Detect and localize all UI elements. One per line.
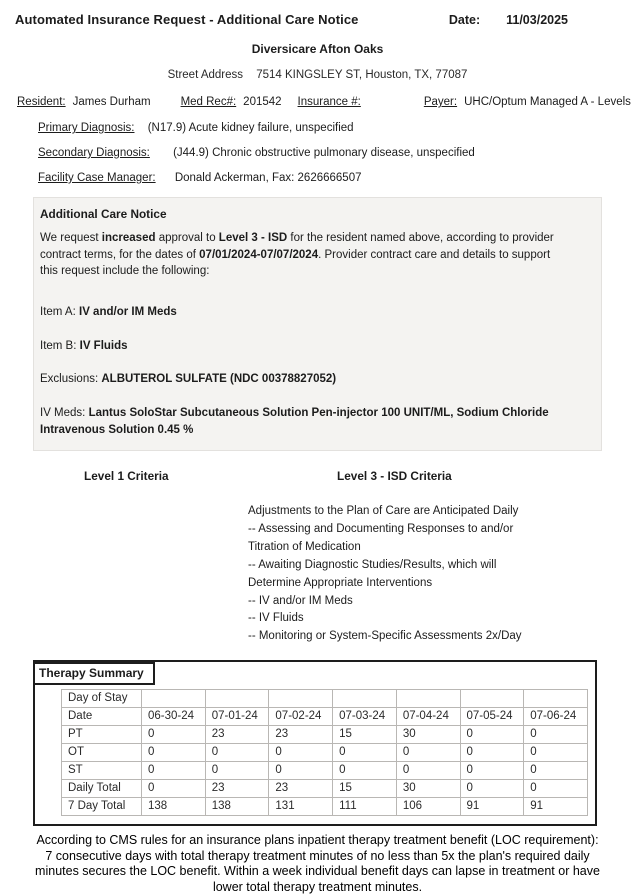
table-cell <box>205 689 269 707</box>
item-b-line <box>40 338 591 355</box>
row-label: 7 Day Total <box>62 797 142 815</box>
criteria-item: Adjustments to the Plan of Care are Anticipated Daily <box>248 505 519 518</box>
footer-line: 7 consecutive days with total therapy treatment minutes of no less than 5x the plan's required daily <box>45 848 590 863</box>
med-rec-value: 201542 <box>243 96 282 108</box>
street-address-label: Street Address <box>167 69 244 81</box>
case-manager-label: Facility Case Manager: <box>38 172 156 184</box>
table-cell: 07-02-24 <box>269 707 333 725</box>
item-a-line <box>40 304 591 321</box>
table-row <box>62 725 588 743</box>
footer-line: lower total therapy treatment minutes. <box>212 880 423 895</box>
table-cell: 0 <box>460 779 524 797</box>
table-cell: 30 <box>396 725 460 743</box>
table-cell: 06-30-24 <box>142 707 206 725</box>
table-row <box>62 779 588 797</box>
table-cell: 0 <box>524 761 588 779</box>
date-label: Date: <box>448 13 481 27</box>
table-cell: 0 <box>142 779 206 797</box>
table-cell: 0 <box>142 743 206 761</box>
payer-field <box>424 96 631 108</box>
item-b-label: Item B: <box>40 339 80 352</box>
notice-text: We request <box>40 232 102 245</box>
payer-label: Payer: <box>423 96 458 108</box>
med-rec-label: Med Rec#: <box>180 96 237 108</box>
therapy-summary-title: Therapy Summary <box>33 662 155 685</box>
level3-criteria-list <box>248 503 548 646</box>
table-cell <box>460 689 524 707</box>
table-cell: 91 <box>524 797 588 815</box>
street-address-value: 7514 KINGSLEY ST, Houston, TX, 77087 <box>256 69 468 81</box>
primary-diagnosis-line <box>38 122 635 134</box>
secondary-diagnosis-value: (J44.9) Chronic obstructive pulmonary disease, unspecified <box>173 147 475 159</box>
table-cell: 07-05-24 <box>460 707 524 725</box>
notice-bold-level: Level 3 - ISD <box>218 232 288 245</box>
table-cell <box>269 689 333 707</box>
iv-meds-label: IV Meds: <box>40 407 89 420</box>
resident-value: James Durham <box>72 96 151 108</box>
document-header <box>0 8 635 27</box>
table-cell: 0 <box>205 743 269 761</box>
table-cell: 0 <box>524 779 588 797</box>
table-row <box>62 689 588 707</box>
table-cell: 0 <box>142 761 206 779</box>
table-cell: 0 <box>396 761 460 779</box>
notice-bold-dates: 07/01/2024-07/07/2024 <box>199 248 319 261</box>
primary-diagnosis-label: Primary Diagnosis: <box>38 122 135 134</box>
diagnosis-block <box>38 122 635 184</box>
row-label: Date <box>62 707 142 725</box>
table-cell: 0 <box>460 761 524 779</box>
table-row <box>62 707 588 725</box>
criteria-item: -- IV Fluids <box>248 612 304 625</box>
notice-text: . Provider contract care and details to support this request include the following: <box>40 248 551 278</box>
table-cell: 07-06-24 <box>524 707 588 725</box>
table-row <box>62 761 588 779</box>
secondary-diagnosis-line <box>38 147 635 159</box>
therapy-summary-table <box>61 689 588 816</box>
table-cell: 0 <box>333 761 397 779</box>
resident-field <box>17 96 151 108</box>
item-b-value: IV Fluids <box>79 339 128 352</box>
table-cell: 07-01-24 <box>205 707 269 725</box>
table-cell <box>396 689 460 707</box>
med-rec-field <box>181 96 282 108</box>
criteria-item: -- Assessing and Documenting Responses to and/or Titration of Medication <box>248 523 514 554</box>
table-cell <box>524 689 588 707</box>
table-cell: 0 <box>460 725 524 743</box>
criteria-section <box>0 469 635 646</box>
criteria-item: -- IV and/or IM Meds <box>248 594 353 607</box>
insurance-label: Insurance #: <box>297 96 361 108</box>
item-a-label: Item A: <box>40 306 79 319</box>
footer-line: According to CMS rules for an insurance plans inpatient therapy treatment benefit (LOC requirement): <box>36 832 599 847</box>
page-title: Automated Insurance Request - Additional Care Notice <box>15 12 359 27</box>
table-cell: 23 <box>205 779 269 797</box>
date-block <box>449 13 568 27</box>
row-label: ST <box>62 761 142 779</box>
table-cell: 111 <box>333 797 397 815</box>
table-cell <box>142 689 206 707</box>
level3-criteria-column <box>248 469 578 646</box>
table-cell: 106 <box>396 797 460 815</box>
notice-text: for the resident named above, according to provider contract terms, for the dates of <box>40 232 554 261</box>
table-cell: 23 <box>205 725 269 743</box>
table-row <box>62 797 588 815</box>
street-address-row <box>0 69 635 81</box>
item-a-value: IV and/or IM Meds <box>79 306 177 319</box>
criteria-item: -- Awaiting Diagnostic Studies/Results, which will Determine Appropriate Interventions <box>248 558 497 589</box>
table-cell: 0 <box>524 743 588 761</box>
notice-text: approval to <box>155 232 219 245</box>
table-row <box>62 743 588 761</box>
therapy-summary-box <box>33 660 597 826</box>
level1-criteria-title: Level 1 Criteria <box>84 469 169 484</box>
iv-meds-value: Lantus SoloStar Subcutaneous Solution Pen-injector 100 UNIT/ML, Sodium Chloride Intravenous Solution 0.45 % <box>40 407 549 436</box>
table-cell: 0 <box>269 761 333 779</box>
level1-criteria-column <box>0 469 248 646</box>
exclusions-value: ALBUTEROL SULFATE (NDC 00378827052) <box>101 373 337 386</box>
table-cell: 0 <box>269 743 333 761</box>
resident-label: Resident: <box>17 96 66 108</box>
case-manager-value: Donald Ackerman, Fax: 2626666507 <box>174 172 362 184</box>
cms-footer-note <box>0 833 635 896</box>
additional-care-notice-box <box>33 197 602 451</box>
table-cell: 0 <box>396 743 460 761</box>
exclusions-line <box>40 371 591 388</box>
resident-info-row <box>17 96 635 108</box>
footer-line: minutes secures the LOC benefit. Within a week individual benefit days can lapse in treatment or have <box>35 864 600 879</box>
table-cell: 30 <box>396 779 460 797</box>
row-label: PT <box>62 725 142 743</box>
therapy-table-body <box>62 689 588 815</box>
table-cell: 131 <box>269 797 333 815</box>
row-label: Daily Total <box>62 779 142 797</box>
date-value: 11/03/2025 <box>506 13 568 27</box>
payer-value: UHC/Optum Managed A - Levels <box>464 96 631 108</box>
table-cell: 0 <box>333 743 397 761</box>
table-cell: 07-04-24 <box>396 707 460 725</box>
table-cell: 0 <box>524 725 588 743</box>
insurance-field <box>298 96 368 108</box>
table-cell: 91 <box>460 797 524 815</box>
table-cell: 23 <box>269 725 333 743</box>
iv-meds-line <box>40 405 550 438</box>
primary-diagnosis-value: (N17.9) Acute kidney failure, unspecified <box>147 122 354 134</box>
table-cell: 0 <box>460 743 524 761</box>
row-label: OT <box>62 743 142 761</box>
table-cell: 15 <box>333 779 397 797</box>
notice-title: Additional Care Notice <box>40 207 167 221</box>
table-cell: 138 <box>205 797 269 815</box>
row-label: Day of Stay <box>62 689 142 707</box>
criteria-item: -- Monitoring or System-Specific Assessments 2x/Day <box>248 630 522 643</box>
table-cell: 0 <box>142 725 206 743</box>
case-manager-line <box>38 172 635 184</box>
table-cell: 15 <box>333 725 397 743</box>
table-cell: 138 <box>142 797 206 815</box>
notice-bold-increased: increased <box>101 232 156 245</box>
table-cell: 07-03-24 <box>333 707 397 725</box>
table-cell: 0 <box>205 761 269 779</box>
secondary-diagnosis-label: Secondary Diagnosis: <box>38 147 150 159</box>
notice-request-paragraph <box>40 230 560 280</box>
facility-name: Diversicare Afton Oaks <box>251 42 384 56</box>
table-cell: 23 <box>269 779 333 797</box>
level3-criteria-title: Level 3 - ISD Criteria <box>337 469 452 484</box>
exclusions-label: Exclusions: <box>40 373 102 386</box>
table-cell <box>333 689 397 707</box>
